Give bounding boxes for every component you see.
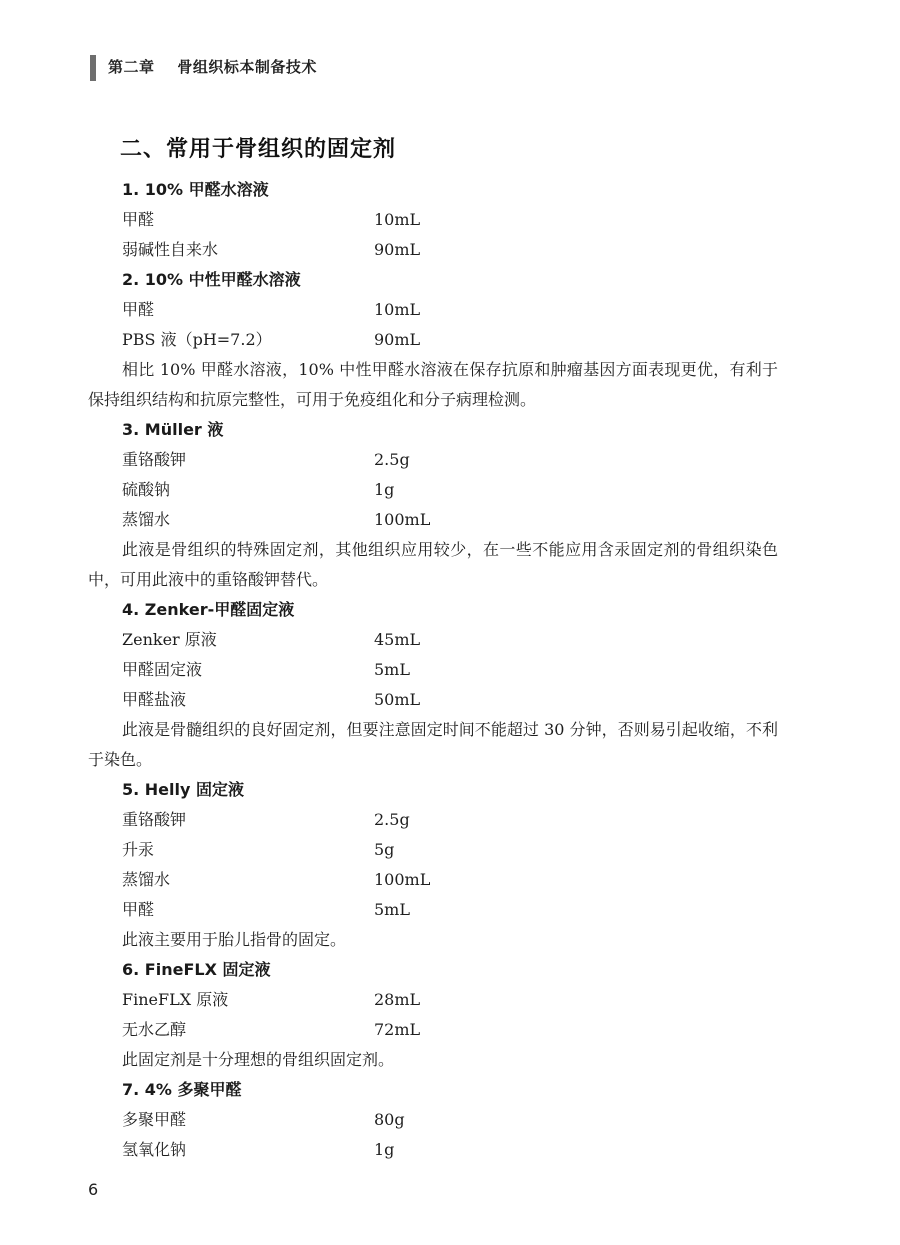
ingredient-amount: 5g [374,840,395,859]
ingredient-row [0,1135,900,1165]
formula-note: 此液是骨组织的特殊固定剂，其他组织应用较少，在一些不能应用含汞固定剂的骨组织染色中，可用此液中的重铬酸钾替代。 [88,540,778,589]
chapter-label: 第二章 [108,58,155,76]
ingredient-name: 多聚甲醛 [122,1110,187,1129]
ingredient-amount: 45mL [374,630,421,649]
formula-heading: 4. Zenker-甲醛固定液 [122,600,295,619]
page-number: 6 [88,1180,99,1199]
header-bar [90,55,96,81]
ingredient-row [0,325,900,355]
ingredient-row [0,505,900,535]
ingredient-row [0,685,900,715]
ingredient-row [0,805,900,835]
formula-list [0,175,900,1165]
ingredient-name: Zenker 原液 [122,630,217,649]
formula-heading: 1. 10% 甲醛水溶液 [122,180,269,199]
ingredient-name: 甲醛 [122,300,155,319]
ingredient-row [0,235,900,265]
ingredient-row [0,1015,900,1045]
ingredient-row [0,625,900,655]
ingredient-amount: 50mL [374,690,421,709]
ingredient-amount: 90mL [374,330,421,349]
ingredient-amount: 80g [374,1110,405,1129]
ingredient-name: 甲醛固定液 [122,660,203,679]
ingredient-amount: 90mL [374,240,421,259]
ingredient-name: 甲醛盐液 [122,690,187,709]
ingredient-amount: 10mL [374,210,421,229]
ingredient-name: 甲醛 [122,900,155,919]
ingredient-name: 重铬酸钾 [122,810,187,829]
ingredient-amount: 10mL [374,300,421,319]
ingredient-name: 重铬酸钾 [122,450,187,469]
ingredient-name: PBS 液（pH=7.2） [122,330,272,349]
ingredient-amount: 72mL [374,1020,421,1039]
formula-note: 相比 10% 甲醛水溶液，10% 中性甲醛水溶液在保存抗原和肿瘤基因方面表现更优，有利于保持组织结构和抗原完整性，可用于免疫组化和分子病理检测。 [88,360,778,409]
formula-heading: 3. Müller 液 [122,420,224,439]
formula-heading: 6. FineFLX 固定液 [122,960,271,979]
ingredient-amount: 28mL [374,990,421,1009]
ingredient-name: 氢氧化钠 [122,1140,187,1159]
ingredient-amount: 5mL [374,900,410,919]
ingredient-row [0,895,900,925]
ingredient-name: 弱碱性自来水 [122,240,219,259]
ingredient-row [0,1105,900,1135]
formula-heading: 2. 10% 中性甲醛水溶液 [122,270,301,289]
ingredient-amount: 1g [374,480,395,499]
ingredient-name: 蒸馏水 [122,870,171,889]
ingredient-amount: 2.5g [374,810,410,829]
ingredient-row [0,835,900,865]
ingredient-name: 甲醛 [122,210,155,229]
ingredient-name: 硫酸钠 [122,480,171,499]
ingredient-amount: 100mL [374,510,431,529]
formula-note: 此固定剂是十分理想的骨组织固定剂。 [122,1050,395,1069]
ingredient-name: 升汞 [122,840,155,859]
ingredient-name: FineFLX 原液 [122,990,229,1009]
formula-heading: 7. 4% 多聚甲醛 [122,1080,242,1099]
section-title: 二、常用于骨组织的固定剂 [120,137,397,162]
ingredient-name: 蒸馏水 [122,510,171,529]
ingredient-row [0,865,900,895]
ingredient-row [0,655,900,685]
ingredient-row [0,985,900,1015]
ingredient-name: 无水乙醇 [122,1020,187,1039]
ingredient-amount: 100mL [374,870,431,889]
ingredient-row [0,445,900,475]
running-head [108,56,317,77]
formula-note: 此液主要用于胎儿指骨的固定。 [122,930,347,949]
ingredient-amount: 5mL [374,660,410,679]
ingredient-amount: 1g [374,1140,395,1159]
ingredient-row [0,295,900,325]
ingredient-row [0,475,900,505]
formula-note: 此液是骨髓组织的良好固定剂，但要注意固定时间不能超过 30 分钟，否则易引起收缩，不利于染色。 [88,720,778,769]
chapter-title: 骨组织标本制备技术 [177,58,317,76]
ingredient-row [0,205,900,235]
ingredient-amount: 2.5g [374,450,410,469]
formula-heading: 5. Helly 固定液 [122,780,244,799]
